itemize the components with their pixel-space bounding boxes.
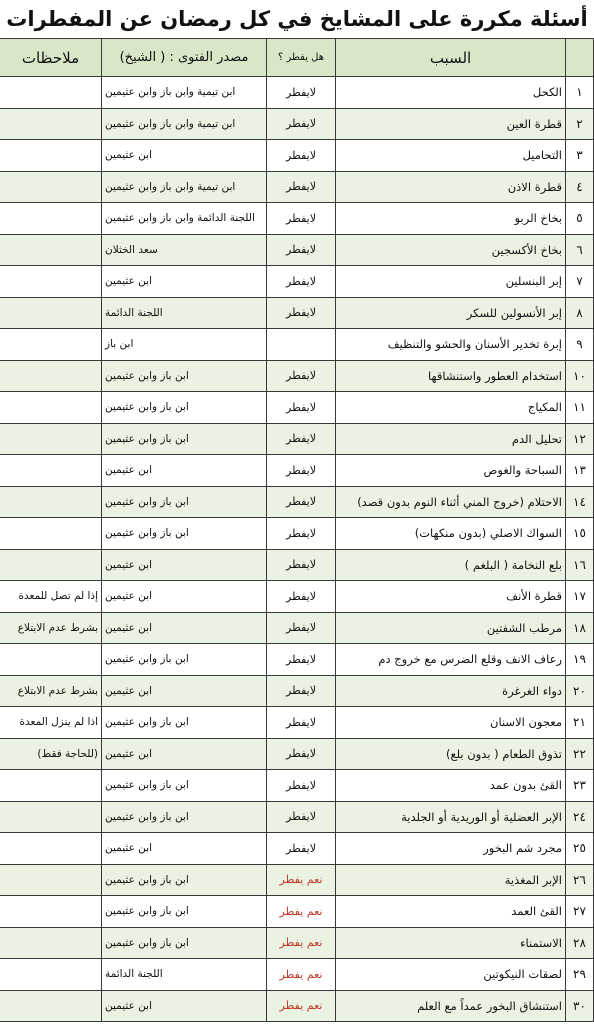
row-fatwa-source: ابن عثيمين — [102, 738, 267, 770]
row-breaks-fast: لايفطر — [267, 612, 336, 644]
row-breaks-fast: لايفطر — [267, 518, 336, 550]
row-reason: المكياج — [336, 392, 566, 424]
row-notes — [0, 770, 102, 802]
row-notes — [0, 990, 102, 1022]
row-breaks-fast: نعم يفطر — [267, 864, 336, 896]
row-notes — [0, 864, 102, 896]
row-fatwa-source: ابن باز — [102, 329, 267, 361]
row-number: ٢٣ — [566, 770, 594, 802]
row-number: ١ — [566, 77, 594, 109]
row-number: ١٩ — [566, 644, 594, 676]
row-reason: الاستمناء — [336, 927, 566, 959]
row-fatwa-source: ابن باز وابن عثيمين — [102, 360, 267, 392]
row-number: ٣ — [566, 140, 594, 172]
row-breaks-fast: لايفطر — [267, 423, 336, 455]
row-number: ٢٢ — [566, 738, 594, 770]
row-reason: السباحة والغوص — [336, 455, 566, 487]
table-row — [0, 108, 594, 140]
row-breaks-fast: لايفطر — [267, 770, 336, 802]
row-notes — [0, 77, 102, 109]
row-notes — [0, 360, 102, 392]
table-row — [0, 518, 594, 550]
row-notes — [0, 266, 102, 298]
row-breaks-fast: لايفطر — [267, 581, 336, 613]
row-number: ٢٠ — [566, 675, 594, 707]
header-num — [566, 39, 594, 77]
row-fatwa-source: ابن باز وابن عثيمين — [102, 770, 267, 802]
row-breaks-fast: لايفطر — [267, 297, 336, 329]
row-notes: بشرط عدم الابتلاع — [0, 675, 102, 707]
row-reason: قطرة الأنف — [336, 581, 566, 613]
row-fatwa-source: ابن عثيمين — [102, 266, 267, 298]
table-row — [0, 392, 594, 424]
row-number: ٢٥ — [566, 833, 594, 865]
row-reason: معجون الاسنان — [336, 707, 566, 739]
page-title: أسئلة مكررة على المشايخ في كل رمضان عن المفطرات — [6, 7, 588, 31]
row-reason: استخدام العطور واستنشاقها — [336, 360, 566, 392]
row-notes — [0, 833, 102, 865]
row-fatwa-source: ابن باز وابن عثيمين — [102, 423, 267, 455]
table-row — [0, 549, 594, 581]
muftirat-table — [0, 38, 594, 1022]
row-fatwa-source: ابن عثيمين — [102, 612, 267, 644]
table-row — [0, 927, 594, 959]
row-notes — [0, 959, 102, 991]
row-number: ١٣ — [566, 455, 594, 487]
table-row — [0, 770, 594, 802]
row-breaks-fast: لايفطر — [267, 360, 336, 392]
row-number: ٧ — [566, 266, 594, 298]
row-breaks-fast: نعم يفطر — [267, 959, 336, 991]
row-notes — [0, 297, 102, 329]
row-breaks-fast: لايفطر — [267, 644, 336, 676]
row-number: ١٢ — [566, 423, 594, 455]
row-breaks-fast: لايفطر — [267, 675, 336, 707]
row-fatwa-source: ابن عثيمين — [102, 833, 267, 865]
row-notes: بشرط عدم الابتلاع — [0, 612, 102, 644]
row-reason: مرطب الشفتين — [336, 612, 566, 644]
row-reason: التحاميل — [336, 140, 566, 172]
row-number: ٣٠ — [566, 990, 594, 1022]
table-row — [0, 801, 594, 833]
row-notes — [0, 234, 102, 266]
row-breaks-fast: لايفطر — [267, 549, 336, 581]
row-fatwa-source: ابن عثيمين — [102, 455, 267, 487]
row-breaks-fast: نعم يفطر — [267, 896, 336, 928]
row-number: ٢٦ — [566, 864, 594, 896]
row-reason: مجرد شم البخور — [336, 833, 566, 865]
table-row — [0, 140, 594, 172]
table-row — [0, 864, 594, 896]
row-breaks-fast: نعم يفطر — [267, 990, 336, 1022]
row-fatwa-source: ابن عثيمين — [102, 990, 267, 1022]
row-fatwa-source: ابن باز وابن عثيمين — [102, 864, 267, 896]
row-breaks-fast — [267, 329, 336, 361]
row-notes: (للحاجة فقط) — [0, 738, 102, 770]
row-fatwa-source: ابن تيمية وابن باز وابن عثيمين — [102, 77, 267, 109]
row-breaks-fast: لايفطر — [267, 833, 336, 865]
row-number: ٢٧ — [566, 896, 594, 928]
row-reason: لصقات النيكوتين — [336, 959, 566, 991]
table-row — [0, 329, 594, 361]
row-number: ٤ — [566, 171, 594, 203]
table-row — [0, 486, 594, 518]
table-row — [0, 360, 594, 392]
row-breaks-fast: لايفطر — [267, 738, 336, 770]
row-fatwa-source: ابن عثيمين — [102, 549, 267, 581]
table-row — [0, 738, 594, 770]
header-breaks-fast: هل يفطر ؟ — [267, 39, 336, 77]
row-notes: اذا لم ينزل المعدة — [0, 707, 102, 739]
row-number: ٦ — [566, 234, 594, 266]
row-fatwa-source: ابن باز وابن عثيمين — [102, 707, 267, 739]
row-notes — [0, 927, 102, 959]
row-fatwa-source: ابن عثيمين — [102, 581, 267, 613]
row-fatwa-source: ابن تيمية وابن باز وابن عثيمين — [102, 171, 267, 203]
row-breaks-fast: لايفطر — [267, 486, 336, 518]
row-number: ١٠ — [566, 360, 594, 392]
header-reason: السبب — [336, 39, 566, 77]
row-breaks-fast: لايفطر — [267, 171, 336, 203]
row-reason: الإبر المغذية — [336, 864, 566, 896]
table-row — [0, 234, 594, 266]
table-row — [0, 77, 594, 109]
row-fatwa-source: ابن باز وابن عثيمين — [102, 518, 267, 550]
row-notes — [0, 455, 102, 487]
row-fatwa-source: ابن باز وابن عثيمين — [102, 927, 267, 959]
row-number: ١٧ — [566, 581, 594, 613]
row-reason: بخاخ الربو — [336, 203, 566, 235]
row-breaks-fast: نعم يفطر — [267, 927, 336, 959]
row-breaks-fast: لايفطر — [267, 234, 336, 266]
row-fatwa-source: ابن عثيمين — [102, 140, 267, 172]
header-fatwa-source: مصدر الفتوى : ( الشيخ) — [102, 39, 267, 77]
row-reason: إبرة تخدير الأسنان والحشو والتنظيف — [336, 329, 566, 361]
row-notes — [0, 140, 102, 172]
table-row — [0, 707, 594, 739]
row-notes — [0, 549, 102, 581]
row-breaks-fast: لايفطر — [267, 266, 336, 298]
row-reason: استنشاق البخور عمداً مع العلم — [336, 990, 566, 1022]
row-fatwa-source: ابن باز وابن عثيمين — [102, 392, 267, 424]
row-reason: قطرة العين — [336, 108, 566, 140]
row-number: ٢٩ — [566, 959, 594, 991]
row-breaks-fast: لايفطر — [267, 77, 336, 109]
table-row — [0, 203, 594, 235]
row-fatwa-source: سعد الخثلان — [102, 234, 267, 266]
row-number: ٨ — [566, 297, 594, 329]
table-row — [0, 581, 594, 613]
table-row — [0, 171, 594, 203]
row-fatwa-source: ابن باز وابن عثيمين — [102, 486, 267, 518]
row-reason: رعاف الانف وقلع الضرس مع خروج دم — [336, 644, 566, 676]
row-notes — [0, 171, 102, 203]
row-breaks-fast: لايفطر — [267, 707, 336, 739]
row-notes — [0, 108, 102, 140]
row-reason: القئ بدون عمد — [336, 770, 566, 802]
row-fatwa-source: اللجنة الدائمة وابن باز وابن عثيمين — [102, 203, 267, 235]
table-row — [0, 612, 594, 644]
row-number: ١٤ — [566, 486, 594, 518]
table-header-row — [0, 39, 594, 77]
table-row — [0, 423, 594, 455]
row-number: ١٥ — [566, 518, 594, 550]
row-fatwa-source: ابن عثيمين — [102, 675, 267, 707]
table-row — [0, 644, 594, 676]
row-reason: بخاخ الأكسجين — [336, 234, 566, 266]
table-row — [0, 990, 594, 1022]
table-row — [0, 833, 594, 865]
table-row — [0, 896, 594, 928]
row-number: ٢١ — [566, 707, 594, 739]
row-notes — [0, 486, 102, 518]
table-row — [0, 959, 594, 991]
row-reason: تحليل الدم — [336, 423, 566, 455]
row-reason: الإبر العضلية أو الوريدية أو الجلدية — [336, 801, 566, 833]
row-breaks-fast: لايفطر — [267, 203, 336, 235]
row-number: ٢ — [566, 108, 594, 140]
row-reason: إبر البنسلين — [336, 266, 566, 298]
row-fatwa-source: اللجنة الدائمة — [102, 297, 267, 329]
table-row — [0, 266, 594, 298]
row-notes — [0, 896, 102, 928]
row-reason: الكحل — [336, 77, 566, 109]
row-number: ٢٨ — [566, 927, 594, 959]
row-breaks-fast: لايفطر — [267, 801, 336, 833]
row-notes — [0, 203, 102, 235]
row-reason: دواء الغرغرة — [336, 675, 566, 707]
row-breaks-fast: لايفطر — [267, 392, 336, 424]
row-fatwa-source: ابن باز وابن عثيمين — [102, 644, 267, 676]
row-notes: إذا لم تصل للمعدة — [0, 581, 102, 613]
row-notes — [0, 423, 102, 455]
row-reason: القئ العمد — [336, 896, 566, 928]
row-notes — [0, 329, 102, 361]
row-notes — [0, 644, 102, 676]
row-number: ١١ — [566, 392, 594, 424]
row-reason: بلع النخامة ( البلغم ) — [336, 549, 566, 581]
row-fatwa-source: ابن باز وابن عثيمين — [102, 896, 267, 928]
row-reason: الاحتلام (خروج المني أثناء النوم بدون قصد) — [336, 486, 566, 518]
row-number: ١٦ — [566, 549, 594, 581]
row-reason: قطرة الاذن — [336, 171, 566, 203]
row-reason: تذوق الطعام ( بدون بلع) — [336, 738, 566, 770]
row-notes — [0, 518, 102, 550]
row-number: ٢٤ — [566, 801, 594, 833]
row-notes — [0, 392, 102, 424]
header-notes: ملاحظات — [0, 39, 102, 77]
table-row — [0, 455, 594, 487]
row-reason: إبر الأنسولين للسكر — [336, 297, 566, 329]
row-reason: السواك الاصلي (بدون منكهات) — [336, 518, 566, 550]
row-notes — [0, 801, 102, 833]
row-number: ٩ — [566, 329, 594, 361]
row-number: ٥ — [566, 203, 594, 235]
row-breaks-fast: لايفطر — [267, 455, 336, 487]
table-row — [0, 675, 594, 707]
row-breaks-fast: لايفطر — [267, 108, 336, 140]
row-fatwa-source: ابن تيمية وابن باز وابن عثيمين — [102, 108, 267, 140]
row-number: ١٨ — [566, 612, 594, 644]
row-fatwa-source: اللجنة الدائمة — [102, 959, 267, 991]
row-breaks-fast: لايفطر — [267, 140, 336, 172]
row-fatwa-source: ابن باز وابن عثيمين — [102, 801, 267, 833]
table-row — [0, 297, 594, 329]
